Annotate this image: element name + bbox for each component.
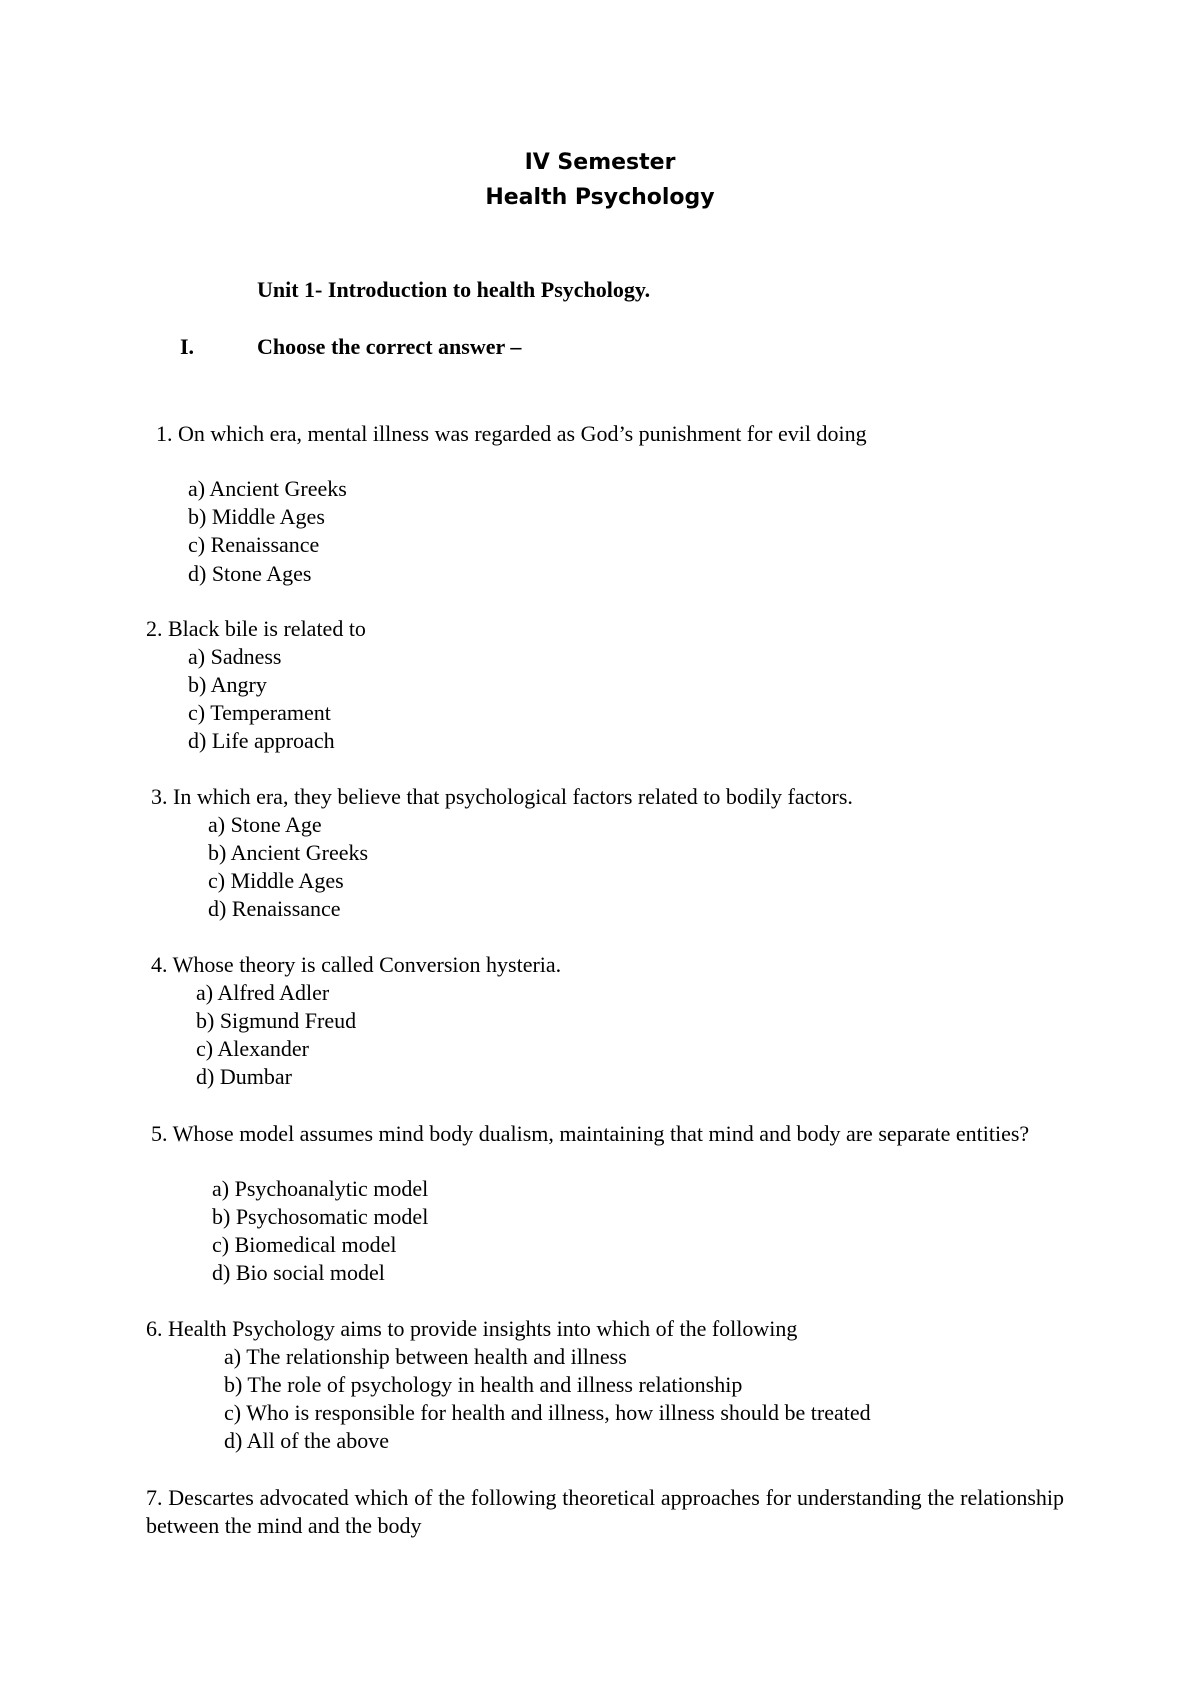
question-4-option-a: a) Alfred Adler [196, 980, 330, 1005]
question-1-option-d: d) Stone Ages [188, 561, 312, 586]
question-3: 3. In which era, they believe that psychological factors related to bodily factors. [151, 784, 853, 809]
unit-title: Unit 1- Introduction to health Psychology. [257, 277, 651, 302]
question-2-option-a: a) Sadness [188, 644, 282, 669]
question-5-option-a: a) Psychoanalytic model [212, 1176, 429, 1201]
question-5-option-b: b) Psychosomatic model [212, 1204, 429, 1229]
question-1: 1. On which era, mental illness was regarded as God’s punishment for evil doing [156, 421, 867, 446]
question-3-option-d: d) Renaissance [208, 896, 341, 921]
question-4-option-c: c) Alexander [196, 1036, 309, 1061]
question-6: 6. Health Psychology aims to provide insights into which of the following [146, 1316, 798, 1341]
question-5: 5. Whose model assumes mind body dualism, maintaining that mind and body are separate entities? [151, 1121, 1030, 1146]
question-4: 4. Whose theory is called Conversion hysteria. [151, 952, 562, 977]
question-7: 7. Descartes advocated which of the following theoretical approaches for understanding the relationship between the mind and the body [146, 1485, 1064, 1538]
course-title: Health Psychology [485, 185, 715, 210]
question-3-option-b: b) Ancient Greeks [208, 840, 369, 865]
question-3-option-a: a) Stone Age [208, 812, 322, 837]
question-1-option-a: a) Ancient Greeks [188, 476, 347, 501]
question-5-option-d: d) Bio social model [212, 1260, 385, 1285]
question-4-option-d: d) Dumbar [196, 1064, 292, 1089]
question-6-option-b: b) The role of psychology in health and illness relationship [224, 1372, 743, 1397]
question-2-option-c: c) Temperament [188, 700, 331, 725]
question-6-option-d: d) All of the above [224, 1428, 389, 1453]
question-5-option-c: c) Biomedical model [212, 1232, 397, 1257]
question-6-option-c: c) Who is responsible for health and illness, how illness should be treated [224, 1400, 871, 1425]
question-2-option-d: d) Life approach [188, 728, 335, 753]
question-1-option-c: c) Renaissance [188, 532, 320, 557]
semester-heading: IV Semester [524, 150, 676, 175]
question-1-option-b: b) Middle Ages [188, 504, 325, 529]
section-number: I. [180, 334, 195, 359]
question-4-option-b: b) Sigmund Freud [196, 1008, 357, 1033]
section-label: Choose the correct answer – [257, 334, 522, 359]
question-2: 2. Black bile is related to [146, 616, 366, 641]
question-3-option-c: c) Middle Ages [208, 868, 344, 893]
question-2-option-b: b) Angry [188, 672, 267, 697]
question-6-option-a: a) The relationship between health and illness [224, 1344, 627, 1369]
